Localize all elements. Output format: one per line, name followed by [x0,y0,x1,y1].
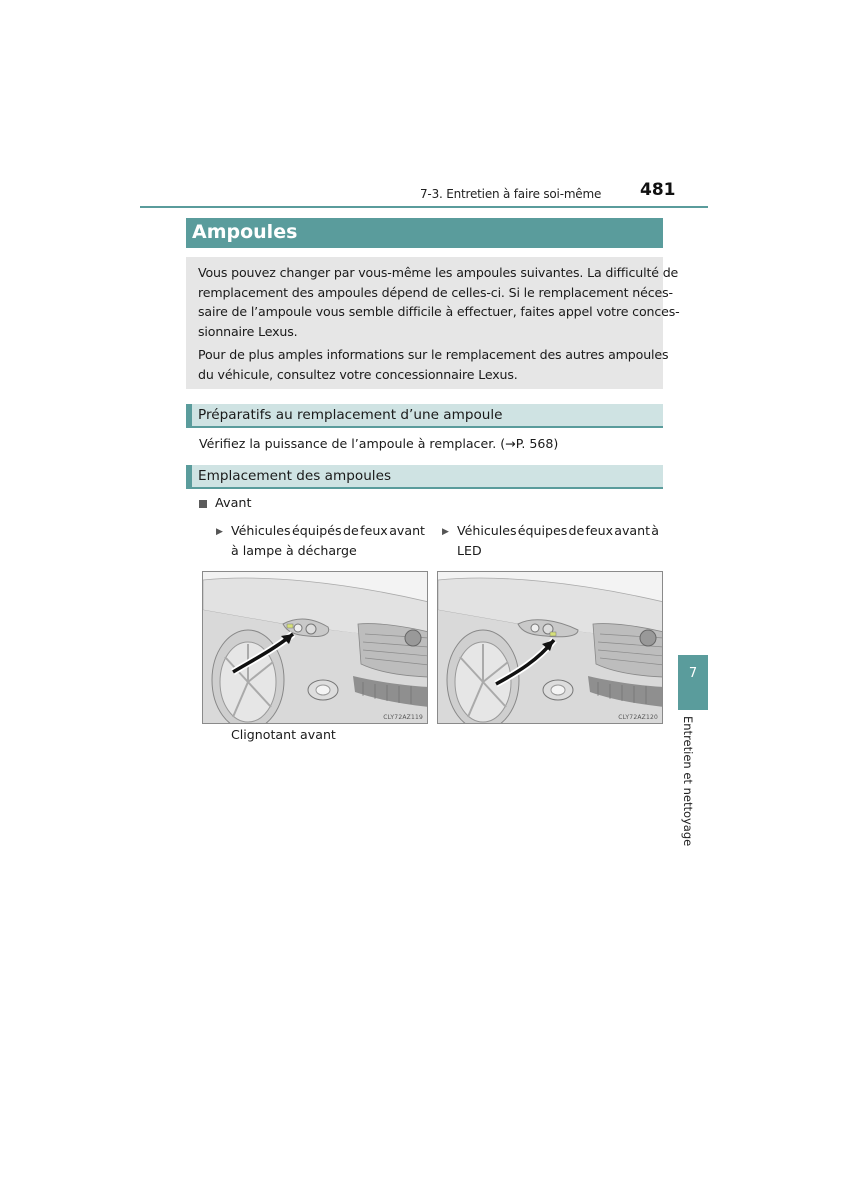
option-left [231,521,425,560]
option-line [231,521,425,541]
word: feux [585,523,614,538]
intro-line: Pour de plus amples informations sur le remplacement des autres ampoules [198,347,669,362]
chapter-tab [678,655,708,710]
car-front-illustration-right [437,571,663,724]
car-front-illustration-left [202,571,428,724]
section-header-preparation [186,404,663,428]
option-line: à lampe à décharge [231,542,357,558]
option-line: LED [457,542,482,558]
word: avant [614,523,651,538]
triangle-bullet-icon: ▶ [216,527,223,537]
intro-line: remplacement des ampoules dépend de celles-ci. Si le remplacement néces- [198,284,673,300]
header-section-title: 7-3. Entretien à faire soi-même [420,187,602,201]
triangle-bullet-icon: ▶ [442,527,449,537]
intro-line: Vous pouvez changer par vous-même les ampoules suivantes. La difficulté de [198,265,679,280]
car-illustration-svg [203,572,428,724]
word: feux [360,523,388,538]
image-code: CLY72AZ120 [618,714,658,721]
page-title: Ampoules [192,221,298,243]
title-bar [186,218,663,248]
square-bullet-icon [199,500,207,508]
image-code: CLY72AZ119 [383,714,423,721]
word: Véhicules [231,523,291,538]
section-title: Emplacement des ampoules [198,468,392,484]
word: à [651,523,659,538]
chapter-number: 7 [688,666,698,681]
page-number: 481 [640,180,676,200]
word: équipes [517,523,568,538]
word: équipés [292,523,342,538]
subheading-avant: Avant [215,496,252,511]
word: de [568,523,585,538]
option-line [457,521,659,541]
chapter-title-vertical: Entretien et nettoyage [681,716,695,847]
option-right [457,521,659,560]
word: Véhicules [457,523,517,538]
intro-line: du véhicule, consultez votre concessionnaire Lexus. [198,366,518,382]
intro-line: saire de l’ampoule vous semble difficile à effectuer, faites appel votre conces- [198,304,680,320]
intro-paragraph-1 [198,263,680,341]
intro-paragraph-2 [198,345,669,384]
section-header-location [186,465,663,489]
intro-line: sionnaire Lexus. [198,323,298,339]
header-rule [140,206,708,208]
caption-front-turn-signal: Clignotant avant [231,727,336,742]
section-title: Préparatifs au remplacement d’une ampoule [198,407,503,423]
car-illustration-svg [438,572,663,724]
intro-box [186,257,680,389]
word: de [342,523,359,538]
word: avant [389,523,425,538]
verify-text: Vérifiez la puissance de l’ampoule à remplacer. (→P. 568) [199,436,559,451]
